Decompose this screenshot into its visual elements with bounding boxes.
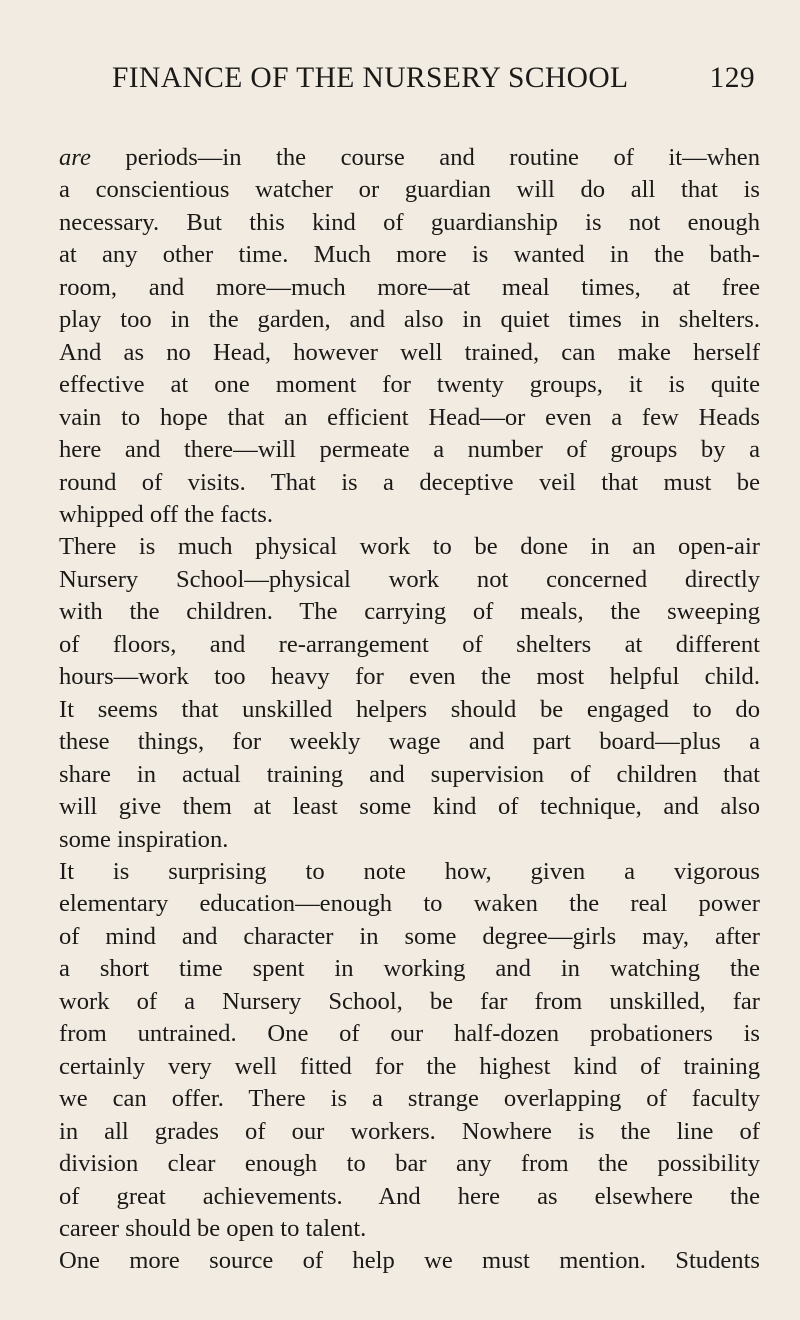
text-line: round of visits. That is a deceptive veil that must be xyxy=(59,468,760,496)
text-line: here and there—will permeate a number of groups by a xyxy=(59,436,760,464)
text-line: these things, for weekly wage and part board—plus a xyxy=(59,728,760,756)
text-line: with the children. The carrying of meals, the sweeping xyxy=(59,598,760,626)
text-line xyxy=(59,142,760,174)
text-line: work of a Nursery School, be far from unskilled, far xyxy=(59,987,760,1015)
text-line: share in actual training and supervision of children that xyxy=(59,760,760,788)
text-line: play too in the garden, and also in quiet times in shelters. xyxy=(59,306,760,334)
text-line: of floors, and re-arrangement of shelters at different xyxy=(59,630,760,658)
text-line: It is surprising to note how, given a vigorous xyxy=(59,857,760,885)
text-line: division clear enough to bar any from the possibility xyxy=(59,1150,760,1178)
text-line: from untrained. One of our half-dozen probationers is xyxy=(59,1020,760,1048)
first-line-text: periods—in the course and routine of it—when xyxy=(125,144,760,171)
page-number: 129 xyxy=(709,62,755,94)
text-line: a short time spent in working and in watching the xyxy=(59,955,760,983)
text-line: room, and more—much more—at meal times, at free xyxy=(59,273,760,301)
text-line: elementary education—enough to waken the real power xyxy=(59,890,760,918)
text-line: a conscientious watcher or guardian will do all that is xyxy=(59,176,760,204)
text-line: certainly very well fitted for the highest kind of training xyxy=(59,1052,760,1080)
text-line: some inspiration. xyxy=(59,825,229,853)
running-title: FINANCE OF THE NURSERY SCHOOL xyxy=(112,62,629,94)
text-line: will give them at least some kind of technique, and also xyxy=(59,793,760,821)
text-line: of great achievements. And here as elsewhere the xyxy=(59,1182,760,1210)
body-text xyxy=(59,142,760,1278)
text-line: necessary. But this kind of guardianship is not enough xyxy=(59,208,760,236)
text-line: we can offer. There is a strange overlapping of faculty xyxy=(59,1085,760,1113)
text-line: vain to hope that an efficient Head—or even a few Heads xyxy=(59,403,760,431)
text-line: career should be open to talent. xyxy=(59,1214,367,1242)
text-line: effective at one moment for twenty groups, it is quite xyxy=(59,371,760,399)
text-line: It seems that unskilled helpers should be engaged to do xyxy=(59,695,760,723)
running-head xyxy=(59,56,760,100)
text-line: at any other time. Much more is wanted in the bath- xyxy=(59,241,760,269)
text-line: There is much physical work to be done in an open-air xyxy=(59,533,760,561)
text-line: And as no Head, however well trained, can make herself xyxy=(59,338,760,366)
text-line: in all grades of our workers. Nowhere is the line of xyxy=(59,1117,760,1145)
text-line: One more source of help we must mention. Students xyxy=(59,1247,760,1275)
text-line: of mind and character in some degree—girls may, after xyxy=(59,922,760,950)
continued-word: are xyxy=(59,144,91,171)
text-line: Nursery School—physical work not concerned directly xyxy=(59,565,760,593)
text-line: hours—work too heavy for even the most helpful child. xyxy=(59,663,760,691)
text-line: whipped off the facts. xyxy=(59,500,273,528)
